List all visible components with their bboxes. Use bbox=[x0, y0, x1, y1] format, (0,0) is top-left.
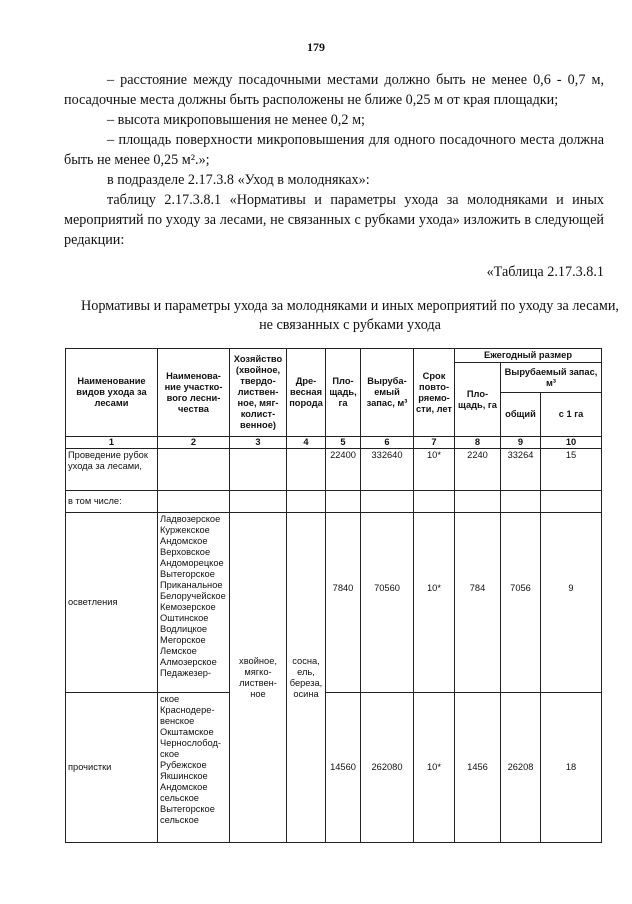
header-farm: Хозяйство (хвойное, твердо-листвен-ное, мяг-колист-венное) bbox=[230, 349, 287, 437]
forestry-item: венское bbox=[160, 716, 195, 726]
row-prochistki-annual-total: 26208 bbox=[501, 693, 541, 843]
empty-cell bbox=[326, 491, 361, 513]
header-per-ha: с 1 га bbox=[541, 393, 602, 437]
forestry-item: ское bbox=[160, 694, 180, 704]
forestry-item: Алмозерское bbox=[160, 657, 217, 667]
column-number: 5 bbox=[326, 437, 361, 449]
header-area: Пло-щадь, га bbox=[326, 349, 361, 437]
row-total-area: 22400 bbox=[326, 449, 361, 491]
row-osvetlenie-name: осветления bbox=[66, 513, 158, 693]
norms-table bbox=[65, 348, 602, 843]
row-osvetlenie-annual-total: 7056 bbox=[501, 513, 541, 693]
forestry-item: Приканальное bbox=[160, 580, 223, 590]
body-text bbox=[64, 70, 604, 250]
forestry-item: Рубежское bbox=[160, 760, 207, 770]
forestry-item: Андоморецкое bbox=[160, 558, 224, 568]
row-osvetlenie-annual-area: 784 bbox=[455, 513, 501, 693]
row-total-annual-per-ha: 15 bbox=[541, 449, 602, 491]
empty-cell bbox=[158, 491, 230, 513]
empty-cell bbox=[541, 491, 602, 513]
empty-cell bbox=[287, 491, 326, 513]
table-row bbox=[66, 449, 602, 491]
row-osvetlenie-volume: 70560 bbox=[361, 513, 414, 693]
header-forestry: Наименова-ние участко-вого лесни-чества bbox=[158, 349, 230, 437]
forestry-list bbox=[158, 513, 230, 693]
row-prochistki-period: 10* bbox=[414, 693, 455, 843]
row-total-annual-area: 2240 bbox=[455, 449, 501, 491]
column-number: 9 bbox=[501, 437, 541, 449]
forestry-item: сельское bbox=[160, 815, 199, 825]
row-total-volume: 332640 bbox=[361, 449, 414, 491]
forestry-item: Вытегорское bbox=[160, 804, 215, 814]
forestry-item: Белоручейское bbox=[160, 591, 226, 601]
forestry-item: Куржекское bbox=[160, 525, 210, 535]
column-number: 10 bbox=[541, 437, 602, 449]
forestry-item: Педажезер- bbox=[160, 668, 212, 678]
forestry-item: Мегорское bbox=[160, 635, 206, 645]
forestry-item: сельское bbox=[160, 793, 199, 803]
paragraph: таблицу 2.17.3.8.1 «Нормативы и параметры ухода за молодняками и иных мероприятий по уходу за лесами, не связанных с рубками ухода» изложить в следующей редакции: bbox=[64, 192, 604, 248]
paragraph: – расстояние между посадочными местами должно быть не менее 0,6 - 0,7 м, посадочные места должны быть расположены не ближе 0,25 м от края площадки; bbox=[64, 72, 604, 108]
forestry-item: Краснодере- bbox=[160, 705, 215, 715]
header-type: Наименование видов ухода за лесами bbox=[66, 349, 158, 437]
empty-cell bbox=[455, 491, 501, 513]
row-prochistki-volume: 262080 bbox=[361, 693, 414, 843]
table-reference: «Таблица 2.17.3.8.1 bbox=[486, 264, 604, 280]
header-annual: Ежегодный размер bbox=[455, 349, 602, 363]
forestry-item: Андомское bbox=[160, 782, 208, 792]
row-prochistki-area: 14560 bbox=[326, 693, 361, 843]
forestry-list bbox=[158, 693, 230, 843]
forestry-item: Окштамское bbox=[160, 727, 214, 737]
table-row bbox=[66, 513, 602, 693]
header-species: Дре-весная порода bbox=[287, 349, 326, 437]
species: сосна, ель, береза, осина bbox=[287, 513, 326, 843]
empty-cell bbox=[158, 449, 230, 491]
forestry-item: Андомское bbox=[160, 536, 208, 546]
row-total-period: 10* bbox=[414, 449, 455, 491]
row-prochistki-name: прочистки bbox=[66, 693, 158, 843]
forestry-item: Кемозерское bbox=[160, 602, 216, 612]
row-prochistki-annual-area: 1456 bbox=[455, 693, 501, 843]
row-osvetlenie-area: 7840 bbox=[326, 513, 361, 693]
column-number: 6 bbox=[361, 437, 414, 449]
empty-cell bbox=[414, 491, 455, 513]
forestry-item: Вытегорское bbox=[160, 569, 215, 579]
column-number: 7 bbox=[414, 437, 455, 449]
empty-cell bbox=[361, 491, 414, 513]
farm-type: хвойное, мягко-листвен-ное bbox=[230, 513, 287, 843]
column-number: 2 bbox=[158, 437, 230, 449]
page-number: 179 bbox=[307, 40, 325, 54]
forestry-item: Оштинское bbox=[160, 613, 209, 623]
table-title: Нормативы и параметры ухода за молодняками и иных мероприятий по уходу за лесами, не связанных с рубками ухода bbox=[81, 298, 619, 333]
row-osvetlenie-period: 10* bbox=[414, 513, 455, 693]
row-total-annual-total: 33264 bbox=[501, 449, 541, 491]
table-row bbox=[66, 693, 602, 843]
forestry-item: Чернослобод- bbox=[160, 738, 222, 748]
empty-cell bbox=[230, 491, 287, 513]
column-number-row bbox=[66, 437, 602, 449]
forestry-item: ское bbox=[160, 749, 180, 759]
header-period: Срок повто-ряемо-сти, лет bbox=[414, 349, 455, 437]
paragraph: в подразделе 2.17.3.8 «Уход в молодняках»: bbox=[107, 172, 370, 188]
column-number: 3 bbox=[230, 437, 287, 449]
forestry-item: Водлицкое bbox=[160, 624, 208, 634]
row-prochistki-annual-per-ha: 18 bbox=[541, 693, 602, 843]
row-including: в том числе: bbox=[66, 491, 158, 513]
empty-cell bbox=[230, 449, 287, 491]
forestry-item: Верховское bbox=[160, 547, 211, 557]
header-volume: Выруба-емый запас, м³ bbox=[361, 349, 414, 437]
table-row bbox=[66, 491, 602, 513]
forestry-item: Ладвозерское bbox=[160, 514, 221, 524]
header-total: общий bbox=[501, 393, 541, 437]
forestry-item: Лемское bbox=[160, 646, 197, 656]
column-number: 1 bbox=[66, 437, 158, 449]
column-number: 8 bbox=[455, 437, 501, 449]
paragraph: – площадь поверхности микроповышения для одного посадочного места должна быть не менее 0,25 м².»; bbox=[64, 132, 604, 168]
row-osvetlenie-annual-per-ha: 9 bbox=[541, 513, 602, 693]
empty-cell bbox=[501, 491, 541, 513]
paragraph: – высота микроповышения не менее 0,2 м; bbox=[107, 112, 365, 128]
row-total-name: Проведение рубок ухода за лесами, bbox=[66, 449, 158, 491]
column-number: 4 bbox=[287, 437, 326, 449]
header-annual-area: Пло-щадь, га bbox=[455, 363, 501, 437]
header-annual-volume: Вырубаемый запас, м³ bbox=[501, 363, 602, 393]
empty-cell bbox=[287, 449, 326, 491]
forestry-item: Якшинское bbox=[160, 771, 208, 781]
